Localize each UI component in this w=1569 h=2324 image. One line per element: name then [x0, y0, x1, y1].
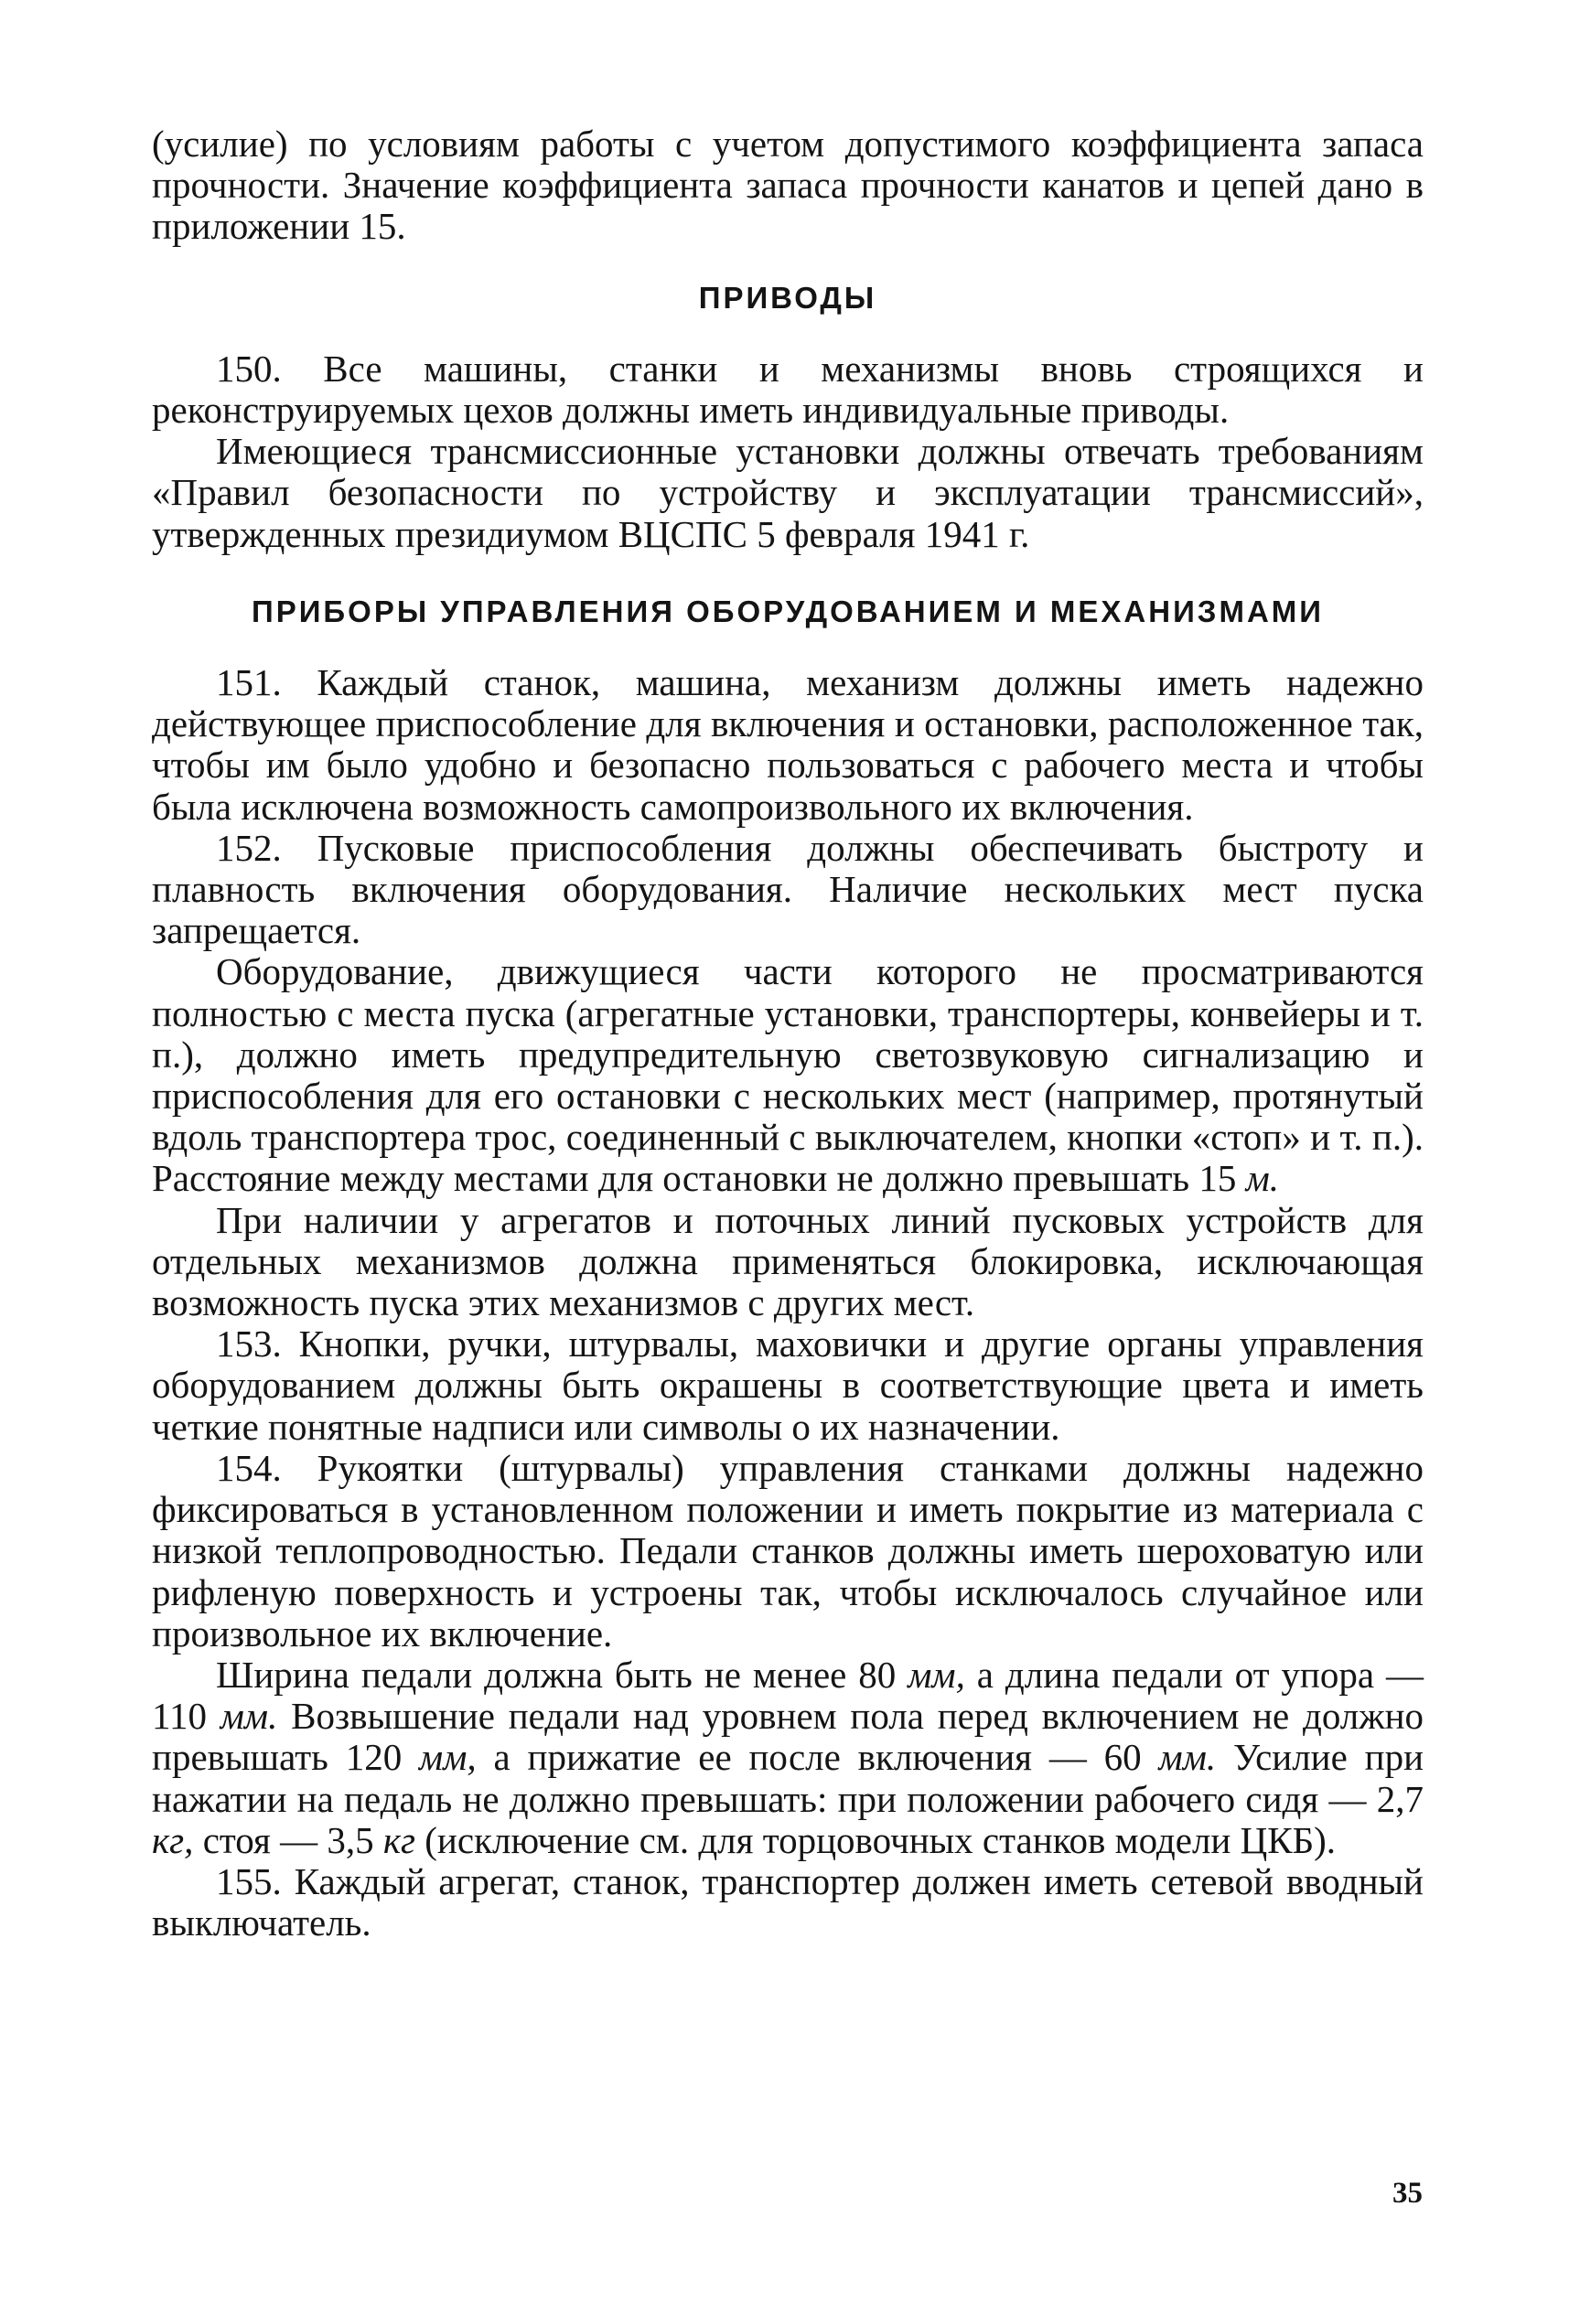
paragraph-153: 153. Кнопки, ручки, штурвалы, маховички и другие органы управления оборудованием должны быть окрашены в соответствующие цвета и иметь четкие понятные надписи или символы о их назначении. [152, 1323, 1424, 1448]
page-number: 35 [1392, 2177, 1423, 2210]
paragraph-154: 154. Рукоятки (штурвалы) управления станками должны надежно фиксироваться в установленном положении и иметь покрытие из материала с низкой теплопроводностью. Педали станков должны иметь шероховатую или рифленую поверхность и устроены так, чтобы исключалось случайное или произвольное их включение. [152, 1446, 1424, 1655]
paragraph-150-continued: Имеющиеся трансмиссионные установки должны отвечать требованиям «Правил безопасности по устройству и эксплуатации трансмиссий», утвержденных президиумом ВЦСПС 5 февраля 1941 г. [152, 430, 1424, 555]
unit-mm-4: мм. [1158, 1736, 1217, 1779]
paragraph-152-equipment-text: Оборудование, движущиеся части которого не просматриваются полностью с места пуска (агрегатные установки, транспортеры, конвейеры и т. п.), должно иметь предупредительную светозвуковую сигнализацию и приспособления для его остановки с нескольких мест (например, протянутый вдоль транспортера трос, соединенный с выключателем, кнопки «стоп» и т. п.). Расстояние между местами для остановки не должно превышать 15 [152, 950, 1424, 1200]
pedal-text-2: а длина педали от упора — 110 [152, 1653, 1424, 1738]
paragraph-150: 150. Все машины, станки и механизмы вновь строящихся и реконструируемых цехов должны иметь индивидуальные приводы. [152, 347, 1424, 432]
unit-kg-2: кг [382, 1818, 416, 1861]
section-heading-drives: ПРИВОДЫ [698, 280, 877, 315]
unit-kg-1: кг, [152, 1818, 194, 1861]
unit-mm-2: мм. [220, 1695, 278, 1738]
pedal-text-5: Усилие при нажатии на педаль не должно превышать: при положении рабочего сидя — 2,7 [152, 1736, 1424, 1820]
paragraph-151: 151. Каждый станок, машина, механизм должны иметь надежно действующее приспособление для включения и остановки, расположенное так, чтобы им было удобно и безопасно пользоваться с рабочего места и чтобы была исключена возможность самопроизвольного их включения. [152, 661, 1424, 828]
pedal-text-3: Возвышение педали над уровнем пола перед включением не должно превышать 120 [152, 1695, 1424, 1779]
paragraph-152-equipment [152, 951, 1424, 1199]
paragraph-154-pedal-dimensions [152, 1655, 1424, 1861]
unit-mm-1: мм, [908, 1653, 965, 1696]
pedal-text-7: (исключение см. для торцовочных станков модели ЦКБ). [424, 1818, 1337, 1861]
pedal-text-1: Ширина педали должна быть не менее 80 [216, 1653, 897, 1696]
pedal-text-4: а прижатие ее после включения — 60 [493, 1736, 1142, 1779]
paragraph-152: 152. Пусковые приспособления должны обеспечивать быстроту и плавность включения оборудования. Наличие нескольких мест пуска запрещается. [152, 826, 1424, 952]
pedal-text-6: стоя — 3,5 [202, 1818, 374, 1861]
unit-mm-3: мм, [419, 1736, 477, 1779]
section-heading-control-devices: ПРИБОРЫ УПРАВЛЕНИЯ ОБОРУДОВАНИЕМ И МЕХАНИЗМАМИ [251, 594, 1324, 628]
paragraph-152-blocking: При наличии у агрегатов и поточных линий пусковых устройств для отдельных механизмов должна применяться блокировка, исключающая возможность пуска этих механизмов с других мест. [152, 1198, 1424, 1324]
page-body [152, 123, 1424, 1944]
unit-meters: м. [1245, 1157, 1280, 1200]
paragraph-155: 155. Каждый агрегат, станок, транспортер должен иметь сетевой вводный выключатель. [152, 1859, 1424, 1944]
intro-paragraph: (усилие) по условиям работы с учетом допустимого коэффициента запаса прочности. Значение коэффициента запаса прочности канатов и цепей дано в приложении 15. [152, 123, 1424, 248]
